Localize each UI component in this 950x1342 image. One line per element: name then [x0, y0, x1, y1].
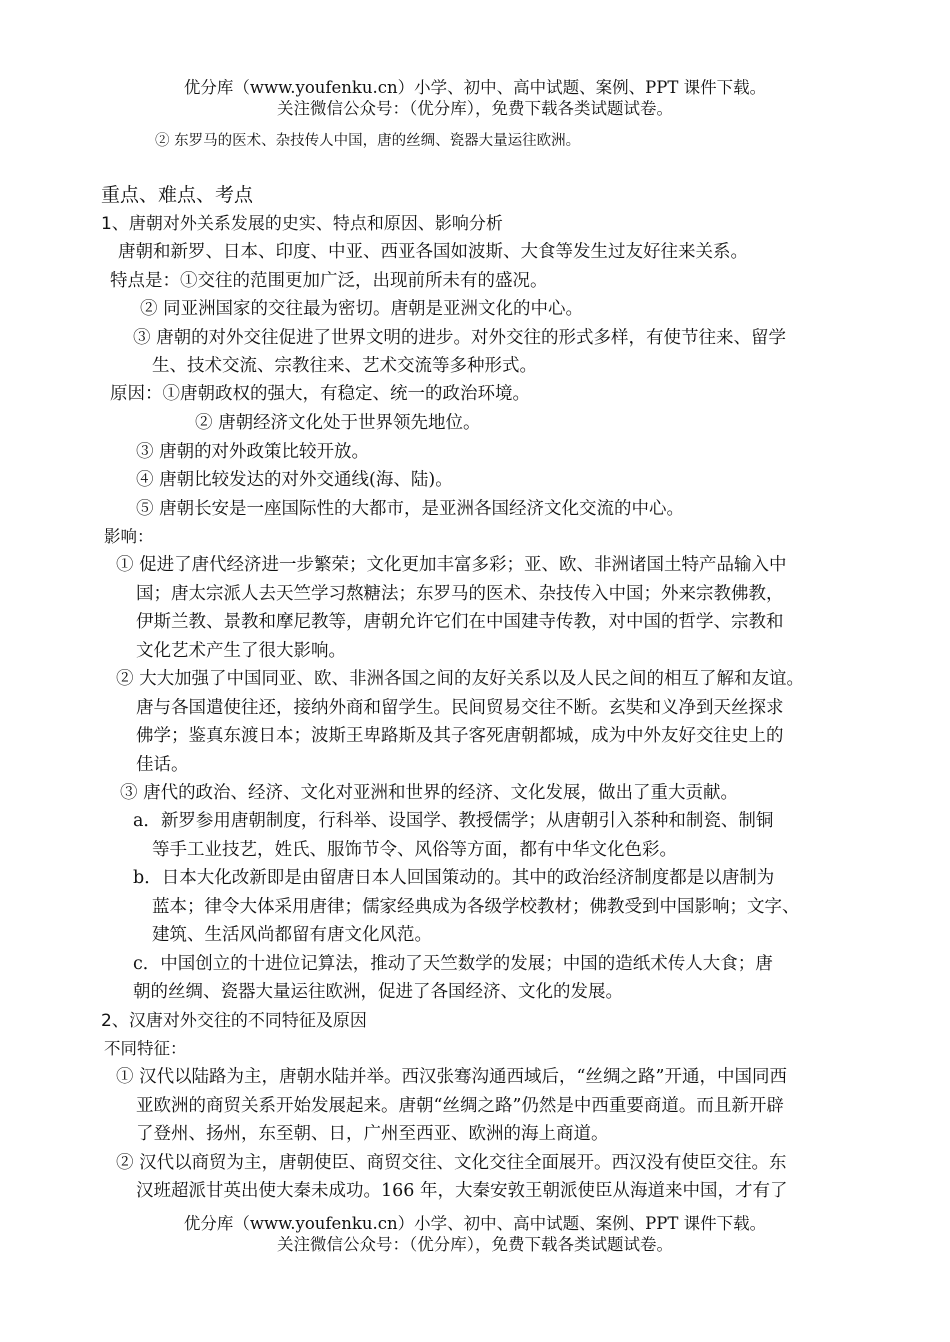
impact3-line: ③ 唐代的政治、经济、文化对亚洲和世界的经济、文化发展，做出了重大贡献。: [120, 783, 739, 803]
sub-b-line-1: b．日本大化改新即是由留唐日本人回国策动的。其中的政治经济制度都是以唐制为: [133, 868, 775, 888]
impact2-line-1: ② 大大加强了中国同亚、欧、非洲各国之间的友好关系以及人民之间的相互了解和友谊。: [116, 669, 805, 689]
sub-c-line-1: c．中国创立的十进位记算法，推动了天竺数学的发展；中国的造纸术传人大食；唐: [133, 954, 773, 974]
part1-intro: 唐朝和新罗、日本、印度、中亚、西亚各国如波斯、大食等发生过友好往来关系。: [118, 242, 748, 262]
impact2-line-4: 佳话。: [136, 755, 189, 775]
reasons-line-1: 原因：①唐朝政权的强大，有稳定、统一的政治环境。: [110, 384, 530, 404]
part2-label: 不同特征：: [104, 1039, 187, 1058]
page-header-line-2: 关注微信公众号：（优分库），免费下载各类试题试卷。: [277, 99, 673, 118]
part2-item1-line-2: 亚欧洲的商贸关系开始发展起来。唐朝“丝绸之路”仍然是中西重要商道。而且新开辟: [136, 1096, 784, 1116]
part2-item2-line-1: ② 汉代以商贸为主，唐朝使臣、商贸交往、文化交往全面展开。西汉没有使臣交往。东: [116, 1153, 787, 1173]
features-line-1: 特点是：①交往的范围更加广泛，出现前所未有的盛况。: [110, 271, 548, 291]
impact-label: 影响：: [104, 527, 154, 546]
section-title: 重点、难点、考点: [101, 184, 254, 206]
impact1-line-2: 国；唐太宗派人去天竺学习熬糖法；东罗马的医术、杂技传入中国；外来宗教佛教，: [136, 584, 784, 604]
sub-a-line-1: a．新罗参用唐朝制度，行科举、设国学、教授儒学；从唐朝引入茶种和制瓷、制铜: [133, 811, 774, 831]
sub-a-line-2: 等手工业技艺，姓氏、服饰节令、风俗等方面，都有中华文化色彩。: [152, 840, 677, 860]
impact1-line-4: 文化艺术产生了很大影响。: [136, 641, 346, 661]
part2-item1-line-3: 了登州、扬州，东至朝、日，广州至西亚、欧洲的海上商道。: [136, 1124, 609, 1144]
impact1-line-1: ① 促进了唐代经济进一步繁荣；文化更加丰富多彩；亚、欧、非洲诸国土特产品输入中: [116, 555, 787, 575]
impact2-line-2: 唐与各国遣使往还，接纳外商和留学生。民间贸易交往不断。玄奘和义净到天丝探求: [136, 698, 784, 718]
sub-b-line-2: 蓝本；律令大体采用唐律；儒家经典成为各级学校教材；佛教受到中国影响；文字、: [152, 897, 800, 917]
part2-title: 2、汉唐对外交往的不同特征及原因: [101, 1011, 367, 1031]
page-footer-line-1: 优分库（www.youfenku.cn）小学、初中、高中试题、案例、PPT 课件下载。: [183, 1214, 767, 1233]
part2-item2-line-2: 汉班超派甘英出使大秦未成功。166 年，大秦安敦王朝派使臣从海道来中国，才有了: [136, 1181, 788, 1201]
reasons-line-4: ④ 唐朝比较发达的对外交通线(海、陆)。: [136, 470, 453, 490]
part1-title: 1、唐朝对外关系发展的史实、特点和原因、影响分析: [101, 214, 503, 234]
sub-c-line-2: 朝的丝绸、瓷器大量运往欧洲，促进了各国经济、文化的发展。: [133, 982, 623, 1002]
page-footer-line-2: 关注微信公众号：（优分库），免费下载各类试题试卷。: [277, 1235, 673, 1254]
part2-item1-line-1: ① 汉代以陆路为主，唐朝水陆并举。西汉张骞沟通西域后，“丝绸之路”开通，中国同西: [116, 1067, 787, 1087]
reasons-line-3: ③ 唐朝的对外政策比较开放。: [136, 442, 370, 462]
reasons-line-2: ② 唐朝经济文化处于世界领先地位。: [195, 413, 481, 433]
top-note: ② 东罗马的医术、杂技传人中国，唐的丝绸、瓷器大量运往欧洲。: [155, 133, 581, 149]
page-header-line-1: 优分库（www.youfenku.cn）小学、初中、高中试题、案例、PPT 课件下载。: [183, 78, 767, 97]
features-line-2: ② 同亚洲国家的交往最为密切。唐朝是亚洲文化的中心。: [140, 299, 584, 319]
features-line-4: 生、技术交流、宗教往来、艺术交流等多种形式。: [152, 356, 537, 376]
features-line-3: ③ 唐朝的对外交往促进了世界文明的进步。对外交往的形式多样，有使节往来、留学: [133, 328, 787, 348]
reasons-line-5: ⑤ 唐朝长安是一座国际性的大都市，是亚洲各国经济文化交流的中心。: [136, 499, 685, 519]
impact1-line-3: 伊斯兰教、景教和摩尼教等，唐朝允许它们在中国建寺传教，对中国的哲学、宗教和: [136, 612, 784, 632]
sub-b-line-3: 建筑、生活风尚都留有唐文化风范。: [152, 925, 432, 945]
impact2-line-3: 佛学；鉴真东渡日本；波斯王卑路斯及其子客死唐朝都城，成为中外友好交往史上的: [136, 726, 784, 746]
